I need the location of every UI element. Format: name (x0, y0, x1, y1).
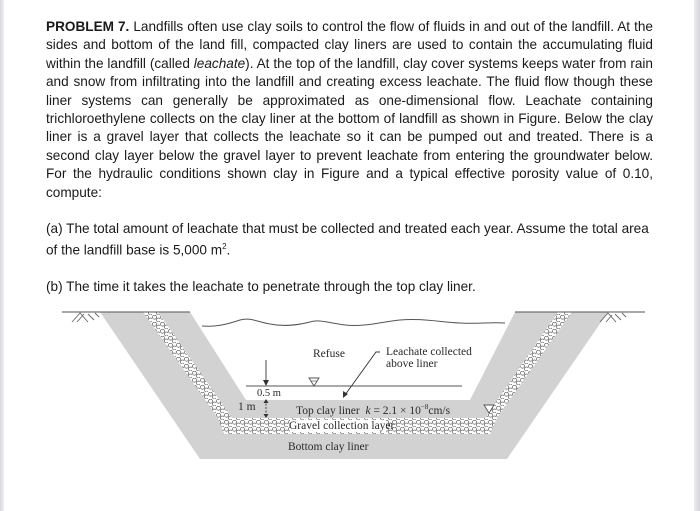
gravel-layer-label: Gravel collection layer (289, 420, 395, 432)
problem-heading: PROBLEM 7. (46, 19, 130, 34)
problem-statement (46, 18, 653, 202)
dimension-one-meter: 1 m (238, 401, 256, 413)
question-a (46, 220, 653, 260)
leachate-label-line1: Leachate collected (386, 346, 472, 358)
intro-text-1: Landfills often use clay soils to control the flow of fluids in and out of the landfill. At the sides and bottom of the land fill, compacted clay liners are used to contain the accumulating fluid within the landfill (called (46, 19, 653, 71)
k-exponent: −8 (420, 403, 429, 411)
k-value: = 2.1 × 10 (370, 404, 421, 417)
k-units: cm/s (428, 404, 451, 417)
refuse-label: Refuse (313, 348, 345, 360)
leachate-label-line2: above liner (386, 358, 438, 370)
leachate-term: leachate (193, 55, 246, 71)
ground-hatch-left (72, 313, 99, 322)
landfill-figure (0, 295, 700, 475)
intro-text-2: ). At the top of the landfill, clay cover systems keeps water from rain and snow from infiltrating into the landfill and creating excess leachate. The fluid flow though these liner systems can generally be approximated as one-dimensional flow. Leachate containing trichloroethylene collects on the clay liner at the bottom of landfill as shown in Figure. Below the clay liner is a gravel layer that collects the leachate so it can be pumped out and treated. There is a second clay layer below the gravel layer to prevent leachate from entering the groundwater below. For the hydraulic conditions shown clay in Figure and a typical effective porosity value of 0.10, compute: (46, 55, 653, 200)
refuse-surface-line (202, 319, 505, 326)
question-a-superscript: 2 (222, 242, 227, 252)
water-table-symbol (309, 378, 319, 386)
question-b: (b) The time it takes the leachate to penetrate through the top clay liner. (46, 279, 476, 295)
top-clay-liner-label (296, 401, 450, 417)
dimension-half-meter: 0.5 m (257, 388, 281, 399)
question-a-text: (a) The total amount of leachate that must be collected and treated each year. Assume the total area of the landfill base is 5,000 m (46, 221, 649, 258)
problem-document (46, 18, 653, 297)
question-a-end: . (226, 243, 231, 258)
top-clay-liner-text: Top clay liner (296, 404, 360, 417)
k-symbol: k (365, 404, 371, 417)
bottom-clay-liner-label: Bottom clay liner (288, 441, 369, 453)
